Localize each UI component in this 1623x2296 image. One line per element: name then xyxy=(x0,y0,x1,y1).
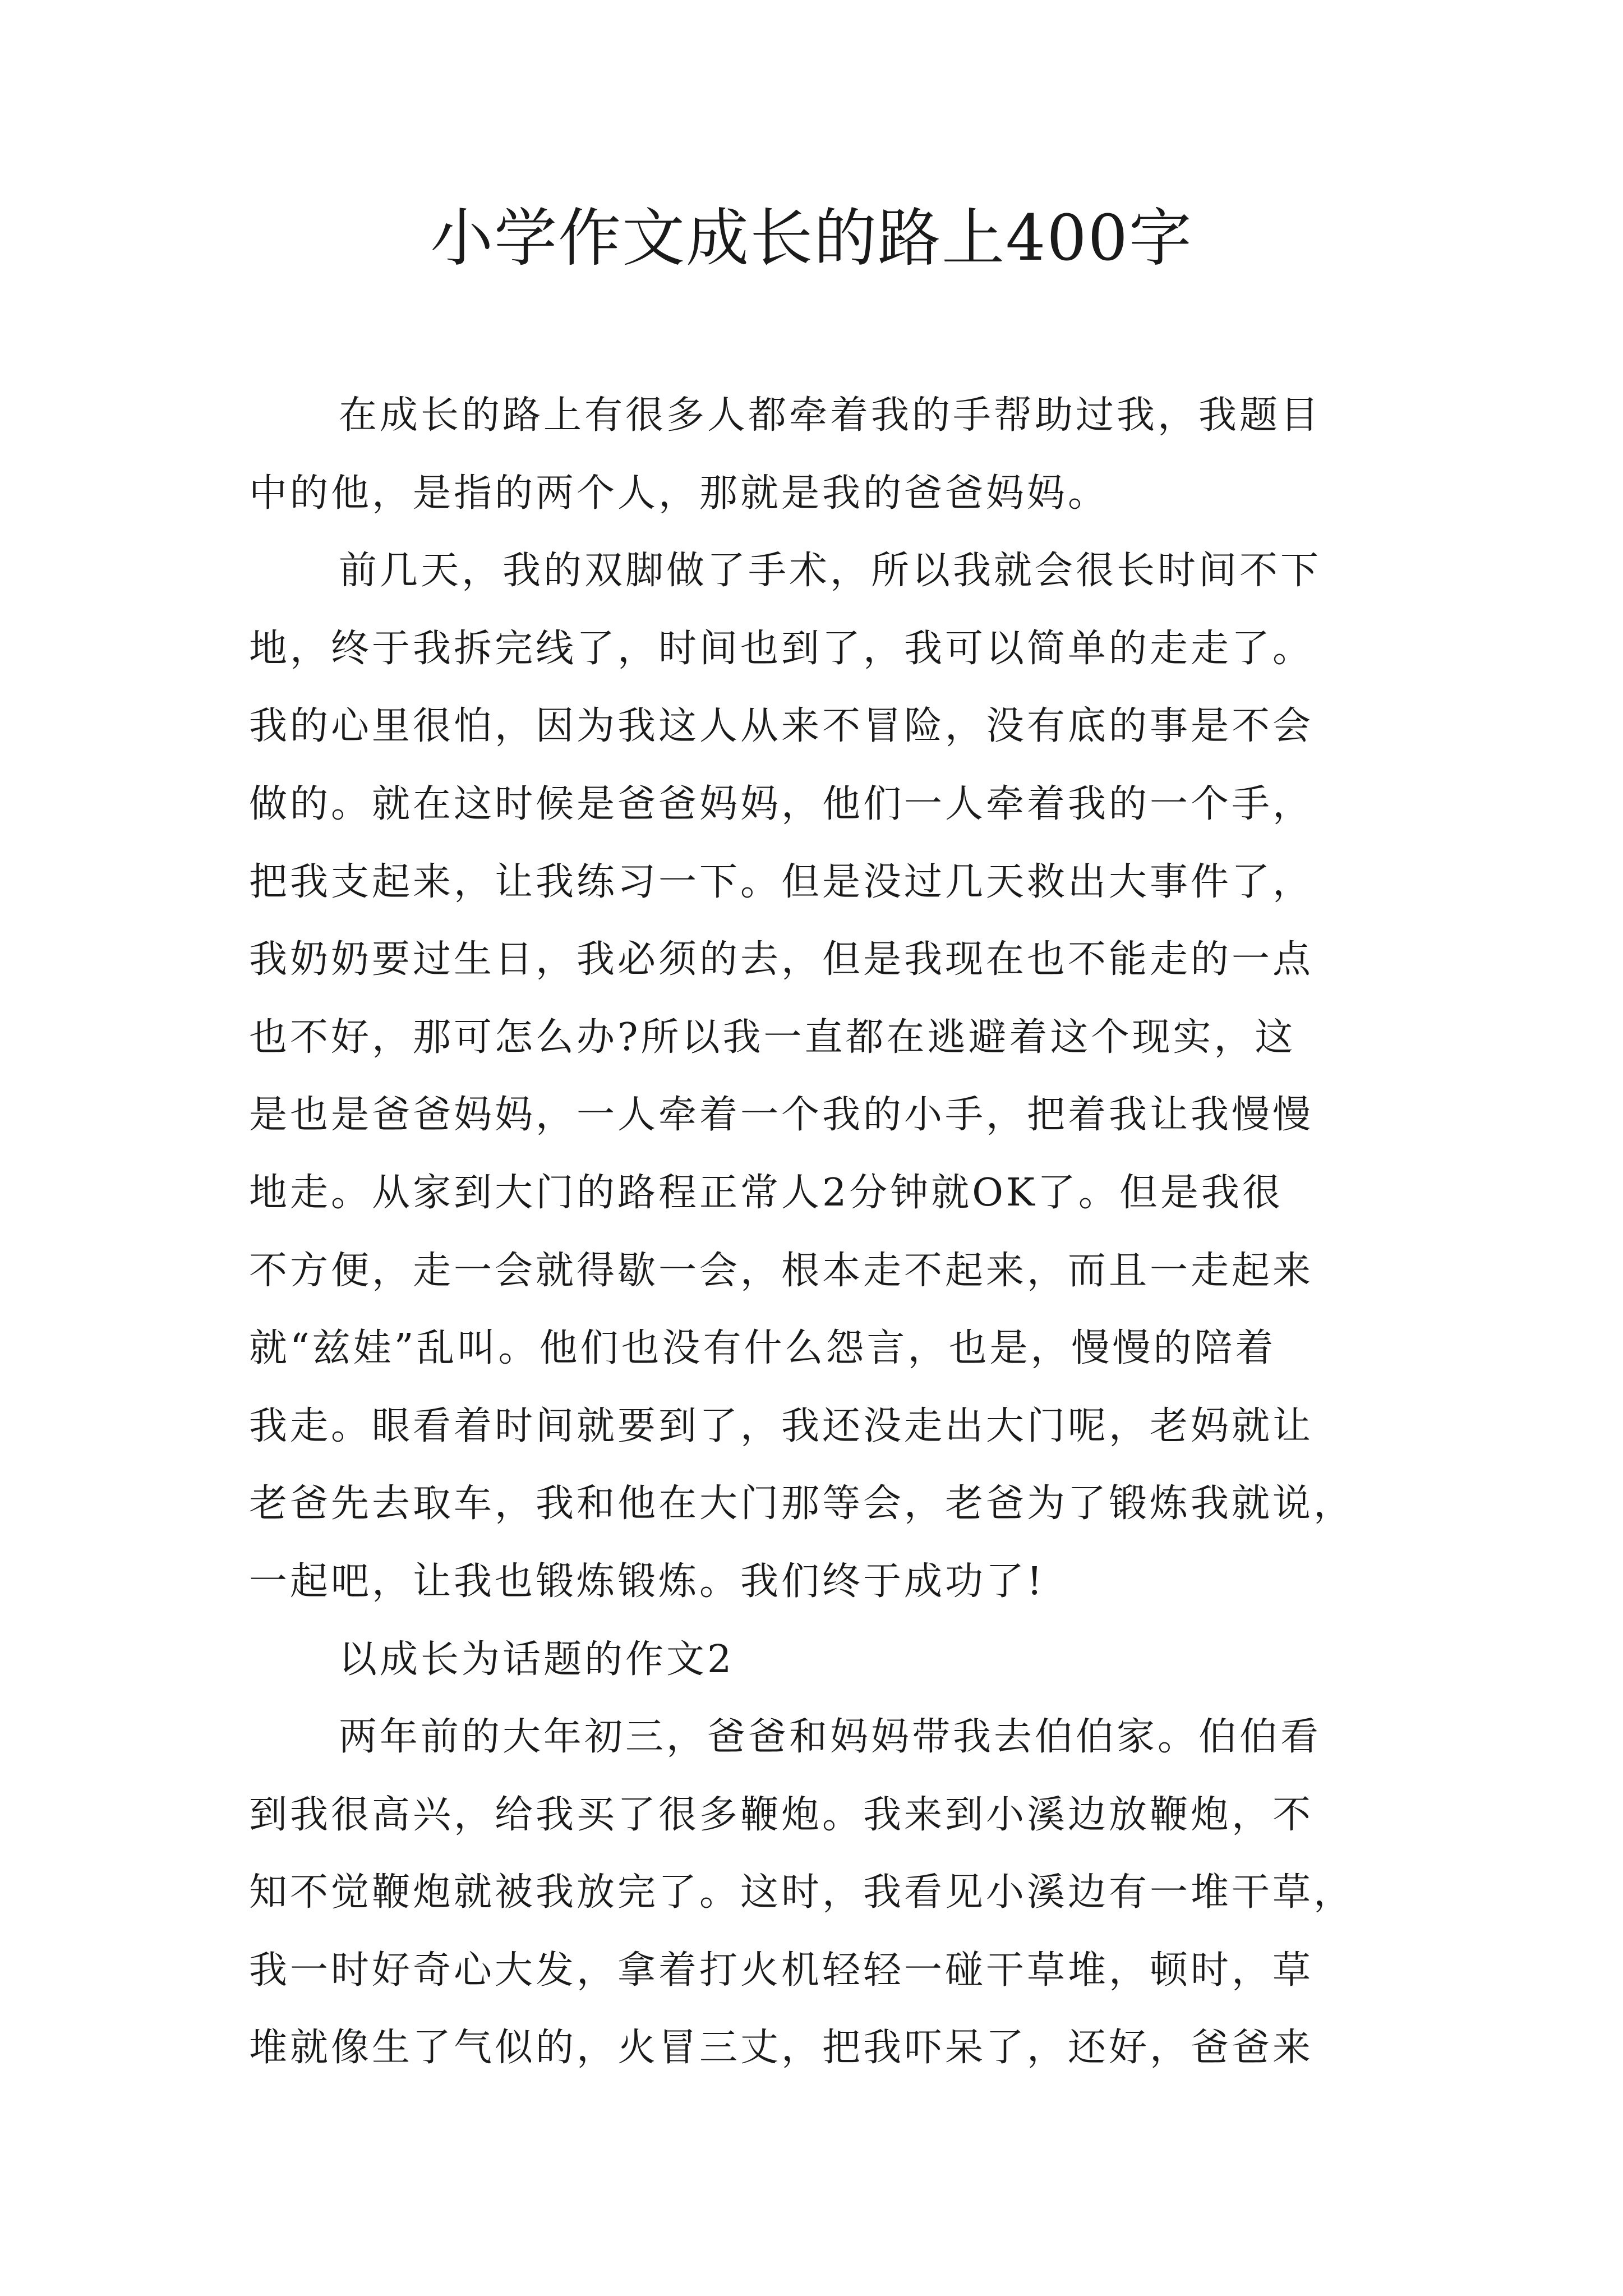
paragraph-line: 堆就像生了气似的，火冒三丈，把我吓呆了，还好，爸爸来 xyxy=(249,2026,1314,2070)
paragraph-2 xyxy=(249,532,1393,1621)
paragraph-3 xyxy=(249,1699,1393,2087)
paragraph-line: 做的。就在这时候是爸爸妈妈，他们一人牵着我的一个手， xyxy=(249,781,1314,826)
paragraph-line: 我奶奶要过生日，我必须的去，但是我现在也不能走的一点 xyxy=(249,937,1314,982)
paragraph-line: 我一时好奇心大发，拿着打火机轻轻一碰干草堆，顿时，草 xyxy=(249,1948,1314,1993)
paragraph-line: 就“兹娃”乱叫。他们也没有什么怨言，也是，慢慢的陪着 xyxy=(249,1326,1276,1371)
paragraph-line: 我走。眼看着时间就要到了，我还没走出大门呢，老妈就让 xyxy=(249,1404,1314,1448)
paragraph-line: 知不觉鞭炮就被我放完了。这时，我看见小溪边有一堆干草， xyxy=(249,1870,1355,1915)
document-title: 小学作文成长的路上400字 xyxy=(430,202,1193,275)
paragraph-line: 地，终于我拆完线了，时间也到了，我可以简单的走走了。 xyxy=(249,626,1314,671)
paragraph-line: 也不好，那可怎么办?所以我一直都在逃避着这个现实，这 xyxy=(249,1015,1296,1060)
paragraph-line: 两年前的大年初三，爸爸和妈妈带我去伯伯家。伯伯看 xyxy=(339,1715,1322,1760)
paragraph-line: 是也是爸爸妈妈，一人牵着一个我的小手，把着我让我慢慢 xyxy=(249,1093,1314,1138)
section-heading-text: 以成长为话题的作文2 xyxy=(339,1637,735,1682)
paragraph-line: 把我支起来，让我练习一下。但是没过几天救出大事件了， xyxy=(249,859,1314,904)
paragraph-line: 到我很高兴，给我买了很多鞭炮。我来到小溪边放鞭炮，不 xyxy=(249,1792,1314,1837)
paragraph-line: 我的心里很怕，因为我这人从来不冒险，没有底的事是不会 xyxy=(249,704,1314,749)
paragraph-line: 地走。从家到大门的路程正常人2分钟就OK了。但是我很 xyxy=(249,1170,1283,1215)
paragraph-1 xyxy=(249,377,1393,532)
paragraph-line: 老爸先去取车，我和他在大门那等会，老爸为了锻炼我就说， xyxy=(249,1481,1355,1526)
section-heading xyxy=(249,1621,1393,1699)
document-body xyxy=(249,377,1393,2087)
paragraph-line: 不方便，走一会就得歇一会，根本走不起来，而且一走起来 xyxy=(249,1248,1314,1293)
paragraph-line: 中的他，是指的两个人，那就是我的爸爸妈妈。 xyxy=(249,471,1109,516)
paragraph-line: 一起吧，让我也锻炼锻炼。我们终于成功了! xyxy=(249,1559,1045,1604)
paragraph-line: 在成长的路上有很多人都牵着我的手帮助过我，我题目 xyxy=(339,393,1322,438)
paragraph-line: 前几天，我的双脚做了手术，所以我就会很长时间不下 xyxy=(339,549,1322,593)
